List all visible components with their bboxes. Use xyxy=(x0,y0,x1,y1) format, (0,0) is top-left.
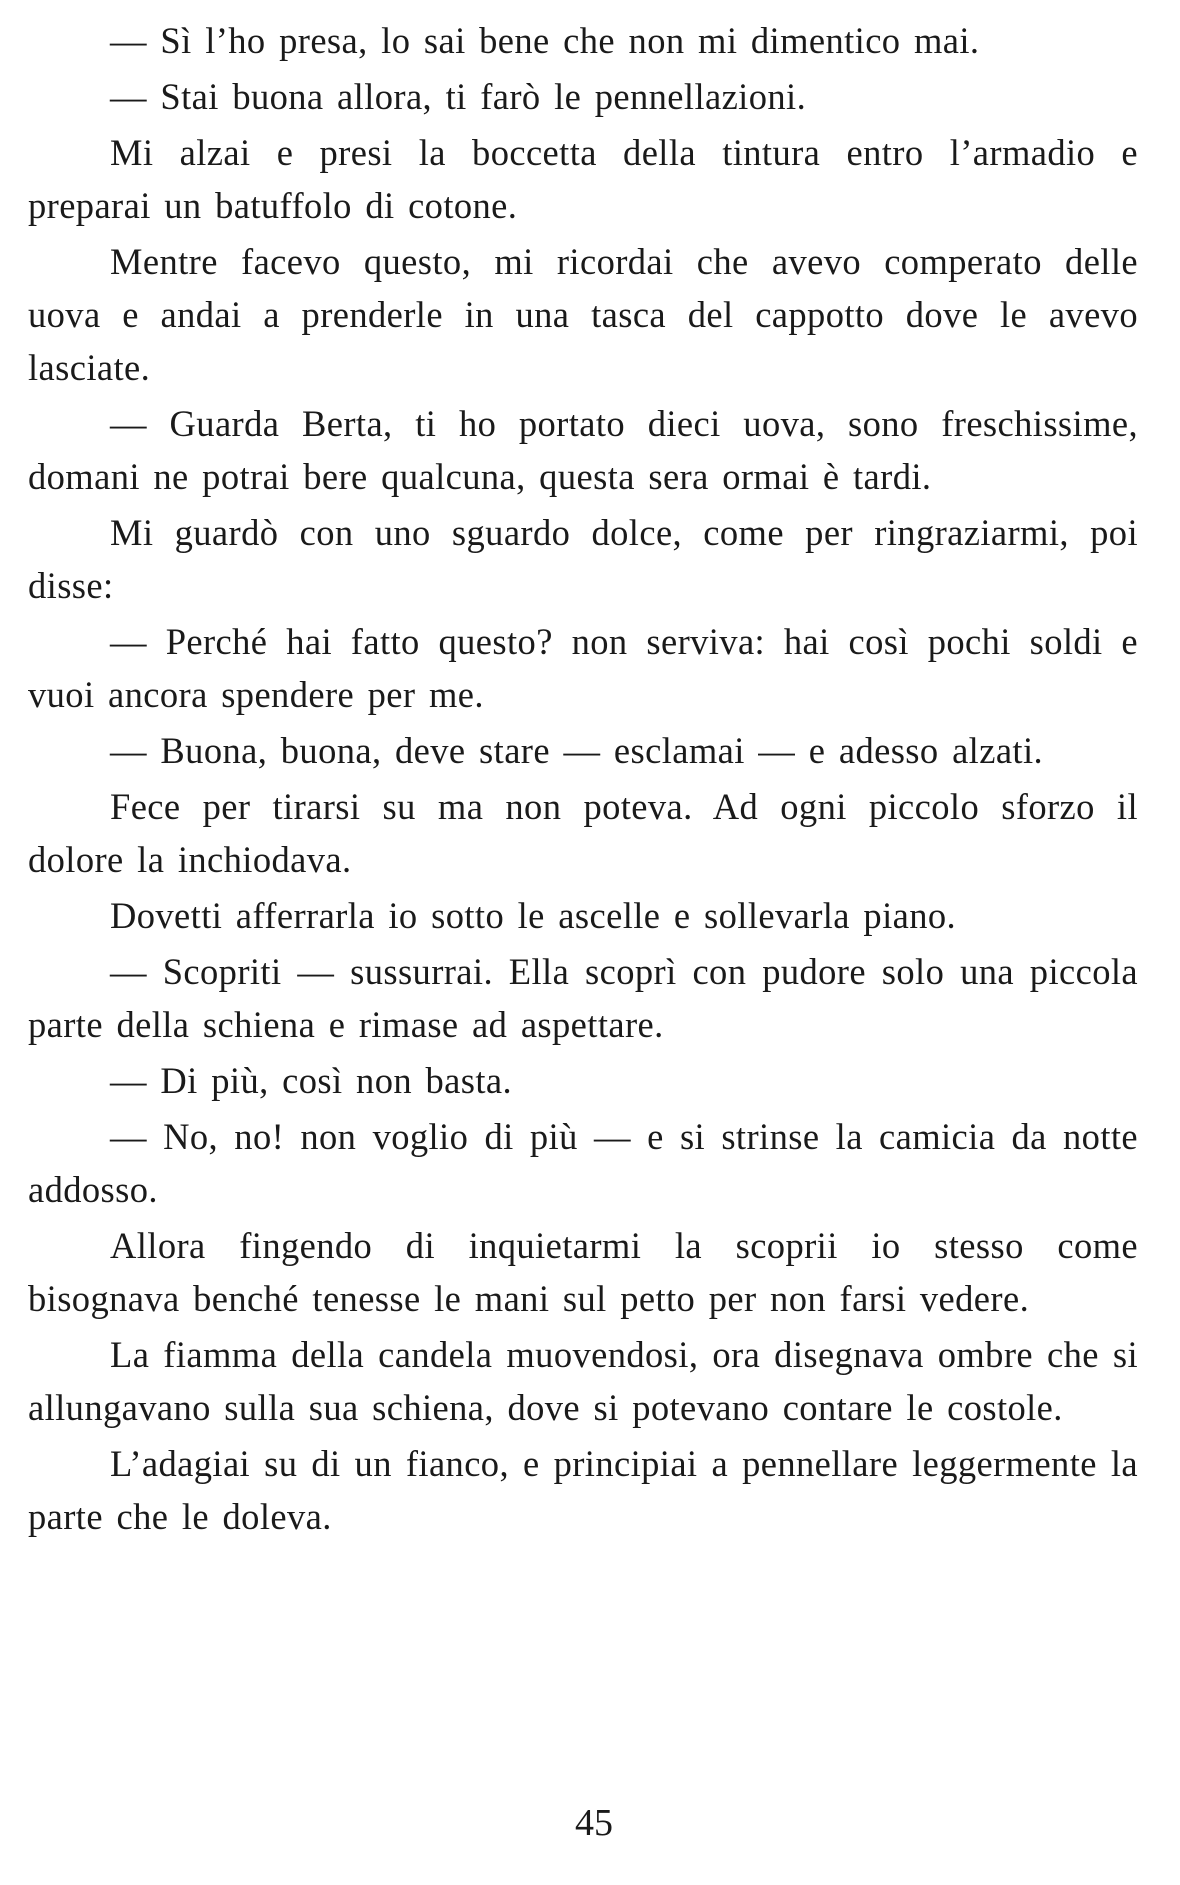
paragraph: — Perché hai fatto questo? non serviva: hai così pochi soldi e vuoi ancora spendere per me. xyxy=(28,621,1138,715)
paragraph: Allora fingendo di inquietarmi la scoprii io stesso come bisognava benché tenesse le mani sul petto per non farsi vedere. xyxy=(28,1225,1138,1319)
paragraph: — Buona, buona, deve stare — esclamai — e adesso alzati. xyxy=(110,730,1044,771)
paragraph: Fece per tirarsi su ma non poteva. Ad ogni piccolo sforzo il dolore la inchiodava. xyxy=(28,786,1138,880)
body-text xyxy=(28,14,1138,1543)
paragraph: Mi alzai e presi la boccetta della tintura entro l’armadio e preparai un batuffolo di cotone. xyxy=(28,132,1138,226)
paragraph: Dovetti afferrarla io sotto le ascelle e sollevarla piano. xyxy=(110,895,957,936)
paragraph: — Di più, così non basta. xyxy=(110,1060,513,1101)
paragraph: — Sì l’ho presa, lo sai bene che non mi dimentico mai. xyxy=(110,20,980,61)
page-number: 45 xyxy=(575,1802,613,1844)
paragraph: — Stai buona allora, ti farò le pennellazioni. xyxy=(110,76,807,117)
paragraph: La fiamma della candela muovendosi, ora disegnava ombre che si allungavano sulla sua schiena, dove si potevano contare le costole. xyxy=(28,1334,1138,1428)
paragraph: — Guarda Berta, ti ho portato dieci uova, sono freschissime, domani ne potrai bere qualcuna, questa sera ormai è tardi. xyxy=(28,403,1138,497)
paragraph: Mi guardò con uno sguardo dolce, come per ringraziarmi, poi disse: xyxy=(28,512,1138,606)
paragraph: L’adagiai su di un fianco, e principiai a pennellare leggermente la parte che le doleva. xyxy=(28,1443,1138,1537)
paragraph: — Scopriti — sussurrai. Ella scoprì con pudore solo una piccola parte della schiena e rimase ad aspettare. xyxy=(28,951,1138,1045)
book-page xyxy=(28,14,1138,1874)
paragraph: — No, no! non voglio di più — e si strinse la camicia da notte addosso. xyxy=(28,1116,1138,1210)
paragraph: Mentre facevo questo, mi ricordai che avevo comperato delle uova e andai a prenderle in una tasca del cappotto dove le avevo lasciate. xyxy=(28,241,1138,388)
